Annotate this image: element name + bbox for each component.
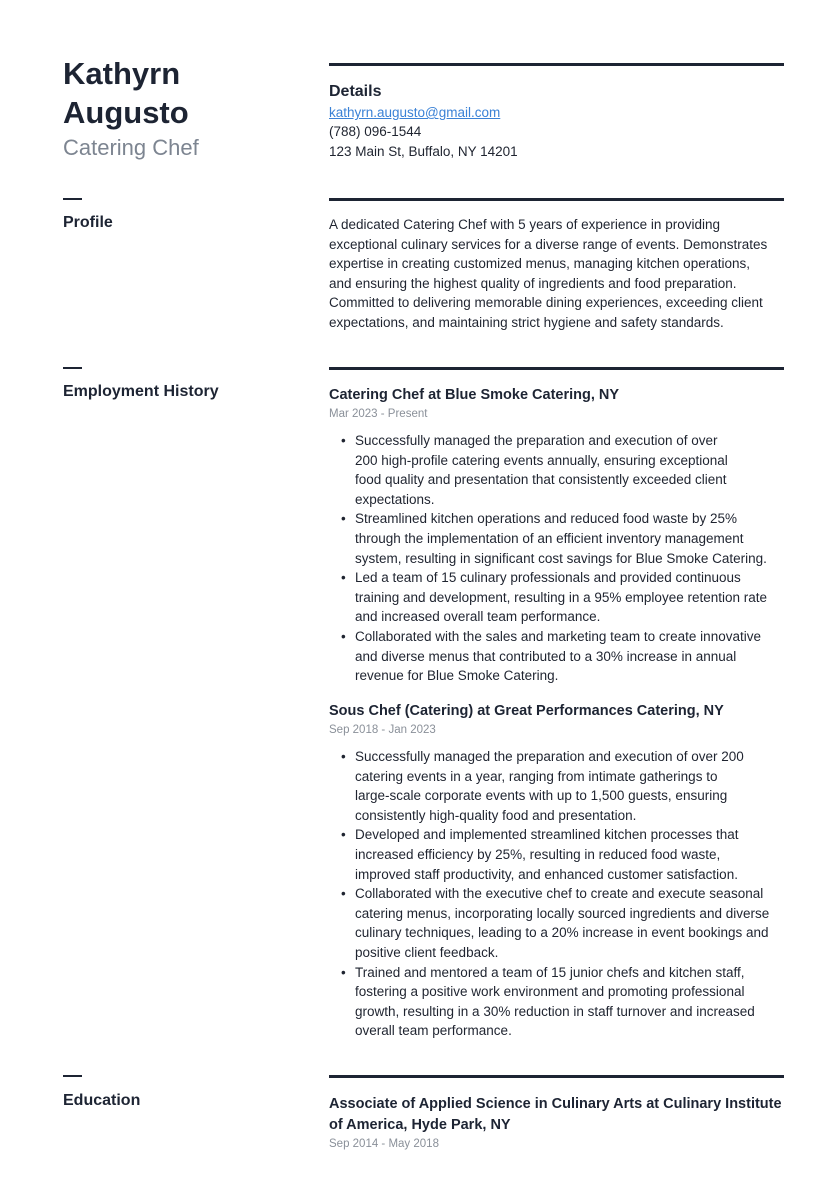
employment-divider (329, 367, 784, 370)
profile-divider (329, 198, 784, 201)
name-line-last: Augusto (63, 95, 189, 130)
profile-line: A dedicated Catering Chef with 5 years of experience in providing (329, 217, 720, 232)
job-title-2: Sous Chef (Catering) at Great Performances Catering, NY (329, 703, 724, 719)
bullet-line: large-scale corporate events with up to 1,500 guests, ensuring (355, 788, 728, 804)
profile-heading: Profile (63, 214, 113, 231)
bullet-line: • Collaborated with the executive chef to create and execute seasonal (355, 886, 764, 902)
bullet-line: • Led a team of 15 culinary professionals and provided continuous (355, 570, 741, 586)
address: 123 Main St, Buffalo, NY 14201 (329, 144, 518, 159)
profile-line: and ensuring the highest quality of ingredients and food preparation. (329, 275, 737, 291)
bullet-line: expectations. (355, 491, 435, 507)
education-entry-title (329, 1094, 789, 1136)
bullet-line: system, resulting in significant cost savings for Blue Smoke Catering. (355, 550, 767, 566)
education-dash (63, 1075, 82, 1077)
employment-heading: Employment History (63, 383, 219, 400)
list-item (338, 747, 769, 825)
profile-line: Committed to delivering memorable dining experiences, exceeding client (329, 295, 763, 311)
list-item (338, 509, 767, 568)
bullet-line: fostering a positive work environment and promoting professional (355, 984, 745, 1000)
details-heading: Details (329, 83, 382, 100)
bullet-line: • Collaborated with the sales and marketing team to create innovative (355, 628, 761, 644)
education-title-line: of America, Hyde Park, NY (329, 1117, 511, 1133)
list-item (338, 568, 767, 627)
bullet-line: overall team performance. (355, 1023, 512, 1039)
bullet-line: and diverse menus that contributed to a 30% increase in annual (355, 648, 737, 664)
bullet-line: growth, resulting in a 30% reduction in staff turnover and increased (355, 1003, 755, 1019)
name-line-first: Kathyrn (63, 56, 181, 91)
education-dates: Sep 2014 - May 2018 (329, 1138, 439, 1150)
job-dates-2: Sep 2018 - Jan 2023 (329, 724, 436, 736)
email-link-wrap (329, 103, 500, 122)
list-item (338, 963, 769, 1041)
bullet-line: and increased overall team performance. (355, 609, 601, 625)
profile-summary (329, 215, 787, 333)
bullet-line: • Streamlined kitchen operations and reduced food waste by 25% (355, 511, 737, 527)
bullet-line: catering events in a year, ranging from intimate gatherings to (355, 768, 718, 784)
email-link[interactable]: kathyrn.augusto@gmail.com (329, 105, 501, 120)
phone-number: (788) 096-1544 (329, 124, 422, 139)
bullet-line: culinary techniques, leading to a 20% increase in event bookings and (355, 925, 769, 941)
bullet-line: training and development, resulting in a 95% employee retention rate (355, 589, 768, 605)
bullet-line: 200 high-profile catering events annually, ensuring exceptional (355, 452, 728, 468)
education-divider (329, 1075, 784, 1078)
profile-line: expertise in creating customized menus, managing kitchen operations, (329, 256, 750, 272)
bullet-line: positive client feedback. (355, 944, 499, 960)
bullet-line: food quality and presentation that consistently exceeded client (355, 472, 727, 488)
education-title-line: Associate of Applied Science in Culinary Arts at Culinary Institute (329, 1096, 782, 1112)
bullet-line: through the implementation of an efficient inventory management (355, 530, 744, 546)
profile-dash (63, 198, 82, 200)
bullet-line: • Developed and implemented streamlined kitchen processes that (355, 827, 739, 843)
job-2-bullets (338, 747, 769, 1041)
profile-line: exceptional culinary services for a diverse range of events. Demonstrates (329, 236, 768, 252)
bullet-line: improved staff productivity, and enhanced customer satisfaction. (355, 866, 738, 882)
list-item (338, 627, 767, 686)
bullet-line: increased efficiency by 25%, resulting in reduced food waste, (355, 846, 721, 862)
bullet-line: • Successfully managed the preparation and execution of over 200 (355, 749, 744, 764)
bullet-line: • Successfully managed the preparation and execution of over (355, 433, 718, 448)
bullet-line: catering menus, incorporating locally sourced ingredients and diverse (355, 905, 770, 921)
candidate-name (63, 54, 303, 132)
list-item (338, 825, 769, 884)
job-title-1: Catering Chef at Blue Smoke Catering, NY (329, 387, 620, 403)
bullet-line: consistently high-quality food and presentation. (355, 807, 637, 823)
profile-line: expectations, and maintaining strict hygiene and safety standards. (329, 314, 724, 330)
job-title: Catering Chef (63, 135, 199, 160)
education-heading: Education (63, 1092, 141, 1109)
employment-dash (63, 367, 82, 369)
list-item (338, 884, 769, 962)
list-item (338, 431, 767, 509)
job-dates-1: Mar 2023 - Present (329, 408, 428, 420)
bullet-line: • Trained and mentored a team of 15 junior chefs and kitchen staff, (355, 964, 745, 980)
job-1-bullets (338, 431, 767, 686)
details-divider (329, 63, 784, 66)
bullet-line: revenue for Blue Smoke Catering. (355, 668, 559, 684)
